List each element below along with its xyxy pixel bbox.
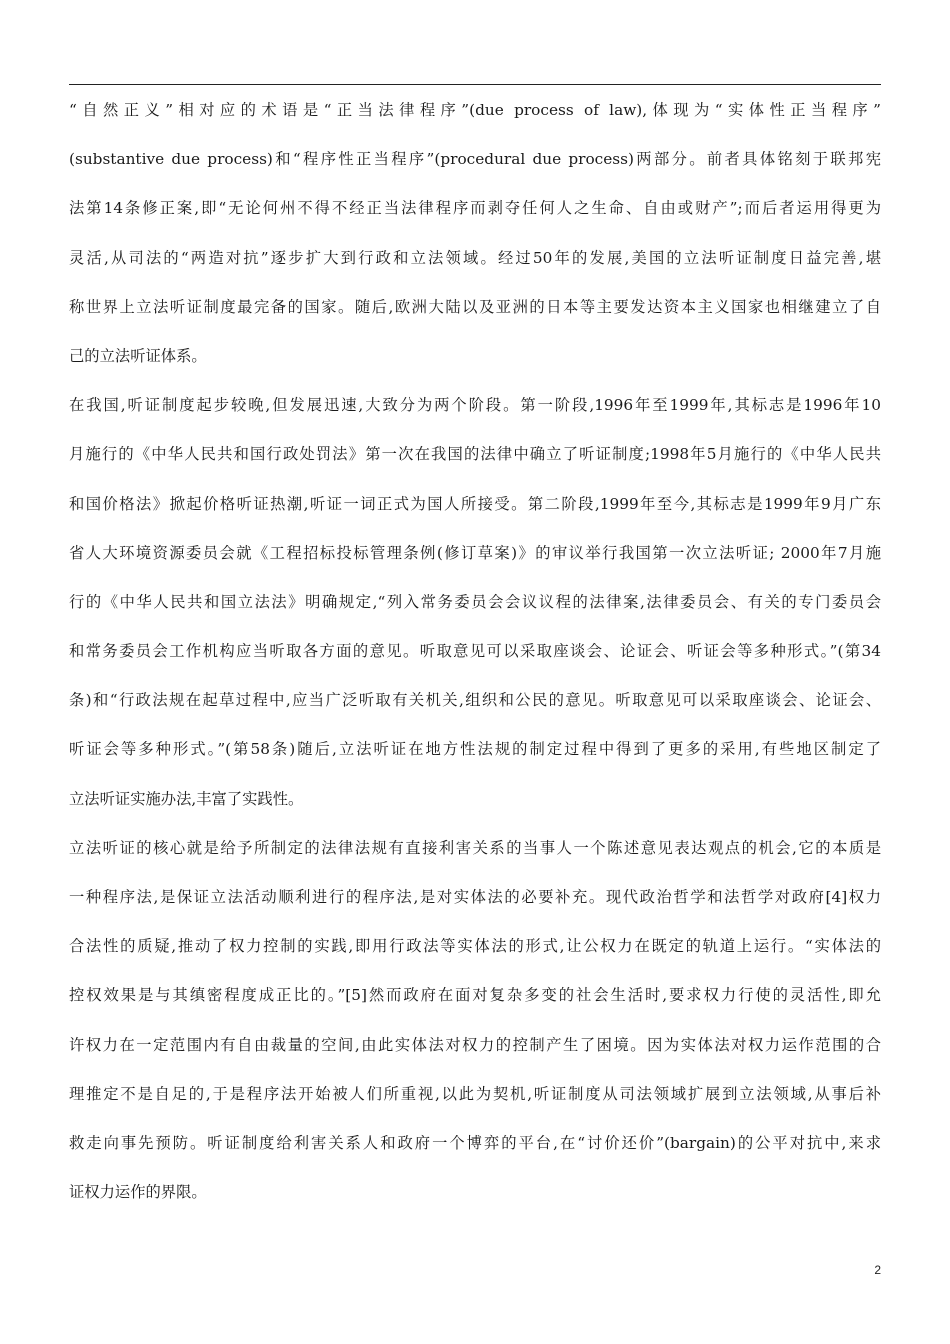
text-line: 灵活,从司法的“两造对抗”逐步扩大到行政和立法领域。经过50年的发展,美国的立法听证制度日益完善,堪 xyxy=(69,248,881,267)
text-line: 许权力在一定范围内有自由裁量的空间,由此实体法对权力的控制产生了困境。因为实体法对权力运作范围的合 xyxy=(69,1035,881,1054)
text-line: 合法性的质疑,推动了权力控制的实践,即用行政法等实体法的形式,让公权力在既定的轨道上运行。“实体法的 xyxy=(69,937,881,956)
text-line: “自然正义”相对应的术语是“正当法律程序”(due process of law),体现为“实体性正当程序” xyxy=(69,101,881,119)
text-line: 控权效果是与其缜密程度成正比的。”[5]然而政府在面对复杂多变的社会生活时,要求权力行使的灵活性,即允 xyxy=(69,986,881,1005)
text-line: 在我国,听证制度起步较晚,但发展迅速,大致分为两个阶段。第一阶段,1996年至1999年,其标志是1996年10 xyxy=(69,396,881,415)
text-line: 法第14条修正案,即“无论何州不得不经正当法律程序而剥夺任何人之生命、自由或财产”;而后者运用得更为 xyxy=(69,199,881,218)
text-line: 立法听证的核心就是给予所制定的法律法规有直接利害关系的当事人一个陈述意见表达观点的机会,它的本质是 xyxy=(69,838,881,857)
text-line: 证权力运作的界限。 xyxy=(69,1183,207,1202)
text-line: 一种程序法,是保证立法活动顺利进行的程序法,是对实体法的必要补充。现代政治哲学和法哲学对政府[4]权力 xyxy=(69,888,881,906)
text-line: 行的《中华人民共和国立法法》明确规定,“列入常务委员会会议议程的法律案,法律委员会、有关的专门委员会 xyxy=(69,592,881,611)
page-number: 2 xyxy=(874,1263,881,1277)
header-rule xyxy=(69,84,881,85)
text-line: 称世界上立法听证制度最完备的国家。随后,欧洲大陆以及亚洲的日本等主要发达资本主义国家也相继建立了自 xyxy=(69,297,881,316)
text-line: 条)和“行政法规在起草过程中,应当广泛听取有关机关,组织和公民的意见。听取意见可以采取座谈会、论证会、 xyxy=(69,691,881,710)
body-text xyxy=(69,94,881,1225)
text-line: 己的立法听证体系。 xyxy=(69,346,207,365)
text-line: 救走向事先预防。听证制度给利害关系人和政府一个博弈的平台,在“讨价还价”(bargain)的公平对抗中,来求 xyxy=(69,1133,881,1152)
text-line: 省人大环境资源委员会就《工程招标投标管理条例(修订草案)》的审议举行我国第一次立法听证; 2000年7月施 xyxy=(69,543,881,562)
text-line: 立法听证实施办法,丰富了实践性。 xyxy=(69,789,304,808)
text-line: 月施行的《中华人民共和国行政处罚法》第一次在我国的法律中确立了听证制度;1998年5月施行的《中华人民共 xyxy=(69,445,881,464)
text-line: 理推定不是自足的,于是程序法开始被人们所重视,以此为契机,听证制度从司法领域扩展到立法领域,从事后补 xyxy=(69,1084,881,1103)
text-line: (substantive due process)和“程序性正当程序”(procedural due process)两部分。前者具体铭刻于联邦宪 xyxy=(69,150,881,169)
text-line: 听证会等多种形式。”(第58条)随后,立法听证在地方性法规的制定过程中得到了更多的采用,有些地区制定了 xyxy=(69,740,881,759)
text-line: 和常务委员会工作机构应当听取各方面的意见。听取意见可以采取座谈会、论证会、听证会等多种形式。”(第34 xyxy=(69,642,881,661)
text-line: 和国价格法》掀起价格听证热潮,听证一词正式为国人所接受。第二阶段,1999年至今,其标志是1999年9月广东 xyxy=(69,494,881,513)
